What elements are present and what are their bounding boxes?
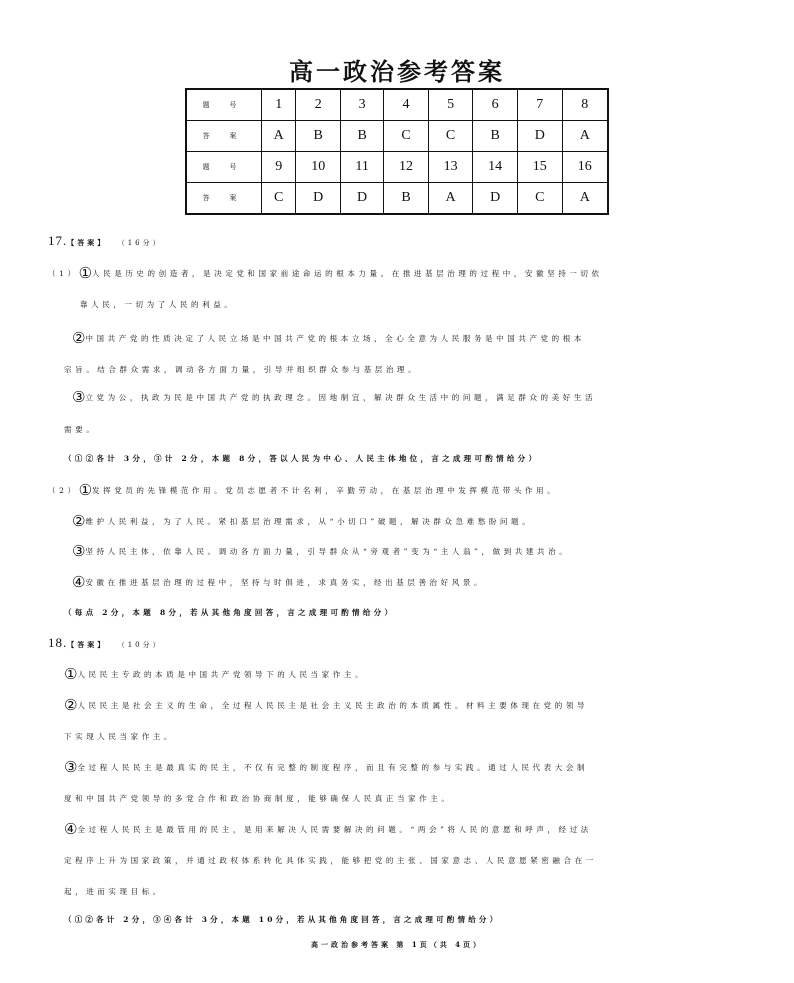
row-label: 题 号 (186, 152, 262, 183)
table-cell: 4 (384, 89, 429, 121)
table-cell: B (384, 183, 429, 215)
marker-circle-1: ① (78, 264, 93, 282)
table-cell: D (296, 183, 341, 215)
table-cell: C (384, 121, 429, 152)
table-cell: 6 (473, 89, 518, 121)
q18-b2: 下实现人民当家作主。 (64, 732, 175, 741)
q18-number: 18. (48, 635, 68, 650)
q17-p1-a1: 人民是历史的创造者，是决定党和国家前途命运的根本力量。在推进基层治理的过程中，安徽坚持一切依 (92, 269, 603, 278)
q17-header (48, 233, 163, 251)
table-cell: 15 (517, 152, 562, 183)
marker-circle-1: ① (78, 481, 93, 499)
q18-scoring-note: （①②各计 2分，③④各计 3分，本题 10分，若从其他角度回答，言之成理可酌情给分） (64, 915, 501, 924)
q17-p1-b2: 宗旨。结合群众需求，调动各方面力量，引导并组织群众参与基层治理。 (64, 365, 420, 374)
table-cell: B (473, 121, 518, 152)
q18-line-b1 (64, 697, 588, 714)
q17-p1-c1: 立党为公，执政为民是中国共产党的执政理念。因地制宜，解决群众生活中的问题，满足群众的美好生活 (85, 393, 597, 402)
q18-tag: 【答案】 (67, 640, 108, 649)
q18-d3: 起，进而实现目标。 (64, 887, 164, 896)
table-cell: B (341, 121, 384, 152)
row-label: 答 案 (186, 183, 262, 215)
table-cell: 11 (341, 152, 384, 183)
q18-c1: 全过程人民民主是最真实的民主，不仅有完整的制度程序，而且有完整的参与实践。通过人民代表大会制 (77, 763, 589, 772)
table-cell: 2 (296, 89, 341, 121)
table-row (186, 152, 608, 183)
q17-score: （16分） (117, 239, 163, 247)
table-cell: 3 (341, 89, 384, 121)
q17-p2-marker: （2） (48, 486, 79, 495)
marker-circle-2: ② (72, 329, 86, 347)
table-cell: 9 (262, 152, 296, 183)
q17-p2-c: 坚持人民主体，依靠人民。调动各方面力量，引导群众从“旁观者”变为“主人翁”，做到共建共治。 (85, 547, 571, 556)
table-cell: D (473, 183, 518, 215)
q17-p1-a2: 靠人民，一切为了人民的利益。 (80, 300, 236, 309)
answer-table (185, 88, 609, 215)
marker-circle-2: ② (72, 512, 86, 530)
q17-p2-d: 安徽在推进基层治理的过程中，坚持与时俱进，求真务实，经出基层善治好风景。 (85, 578, 486, 587)
q18-line-d1 (64, 821, 592, 838)
q17-p2-line-b (72, 513, 533, 530)
page-footer: 高一政治参考答案 第 1页（共 4页） (310, 940, 484, 949)
q17-p2-b: 维护人民利益，为了人民。紧扣基层治理需求，从“小切口”破题，解决群众急难愁盼问题。 (85, 517, 534, 526)
marker-circle-4: ④ (64, 820, 78, 838)
table-cell: D (341, 183, 384, 215)
q17-p2-line-d (72, 574, 485, 591)
q18-header (48, 635, 163, 653)
table-row (186, 89, 608, 121)
marker-circle-4: ④ (72, 573, 86, 591)
q17-p1-line-b1 (72, 330, 585, 347)
q17-p2-a: 发挥党员的先锋模范作用。党员志愿者不计名利，辛勤劳动，在基层治理中发挥模范带头作用。 (92, 486, 559, 495)
table-cell: 13 (428, 152, 473, 183)
q18-line-a (64, 666, 366, 683)
q17-p1-scoring-note: （①②各计 3分，③计 2分，本题 8分，答以人民为中心、人民主体地位，言之成理可酌情给分） (64, 454, 540, 463)
q18-score: （10分） (117, 641, 163, 649)
table-cell: A (562, 183, 608, 215)
table-cell: D (517, 121, 562, 152)
table-row (186, 183, 608, 215)
table-cell: 14 (473, 152, 518, 183)
table-cell: C (428, 121, 473, 152)
q18-d1: 全过程人民民主是最管用的民主，是用来解决人民需要解决的问题。“两会”将人民的意愿和呼声，经过法 (77, 825, 592, 834)
q17-p1-marker: （1） (48, 269, 79, 278)
table-cell: 1 (262, 89, 296, 121)
page-title: 高一政治参考答案 (289, 57, 505, 86)
row-label: 题 号 (186, 89, 262, 121)
q17-tag: 【答案】 (67, 238, 108, 247)
marker-circle-2: ② (64, 696, 78, 714)
table-cell: 10 (296, 152, 341, 183)
table-cell: 5 (428, 89, 473, 121)
q17-p1-b1: 中国共产党的性质决定了人民立场是中国共产党的根本立场，全心全意为人民服务是中国共产党的根本 (85, 334, 585, 343)
q17-p2-line-a (48, 482, 558, 499)
table-cell: A (262, 121, 296, 152)
table-cell: C (262, 183, 296, 215)
table-cell: 8 (562, 89, 608, 121)
table-cell: 16 (562, 152, 608, 183)
q17-p1-c2: 需要。 (64, 425, 98, 434)
q17-p2-line-c (72, 543, 570, 560)
table-cell: 12 (384, 152, 429, 183)
marker-circle-3: ③ (64, 758, 78, 776)
q17-p2-scoring-note: （每点 2分，本题 8分，若从其他角度回答，言之成理可酌情给分） (64, 608, 396, 617)
marker-circle-3: ③ (72, 542, 86, 560)
table-cell: 7 (517, 89, 562, 121)
table-cell: B (296, 121, 341, 152)
marker-circle-1: ① (64, 665, 78, 683)
q18-d2: 定程序上升为国家政策，并通过政权体系转化具体实践，能够把党的主张、国家意志、人民意愿紧密融合在一 (64, 856, 597, 865)
q18-c2: 度和中国共产党领导的多党合作和政治协商制度，能够确保人民真正当家作主。 (64, 794, 453, 803)
q17-p1-line1 (48, 265, 603, 282)
q18-b1: 人民民主是社会主义的生命，全过程人民民主是社会主义民主政治的本质属性。材料主要体现在党的领导 (77, 701, 589, 710)
table-cell: A (428, 183, 473, 215)
q17-p1-line-c1 (72, 389, 596, 406)
table-cell: A (562, 121, 608, 152)
q17-number: 17. (48, 233, 68, 248)
table-row (186, 121, 608, 152)
q18-line-c1 (64, 759, 588, 776)
table-cell: C (517, 183, 562, 215)
q18-a: 人民民主专政的本质是中国共产党领导下的人民当家作主。 (77, 670, 367, 679)
marker-circle-3: ③ (72, 388, 86, 406)
row-label: 答 案 (186, 121, 262, 152)
